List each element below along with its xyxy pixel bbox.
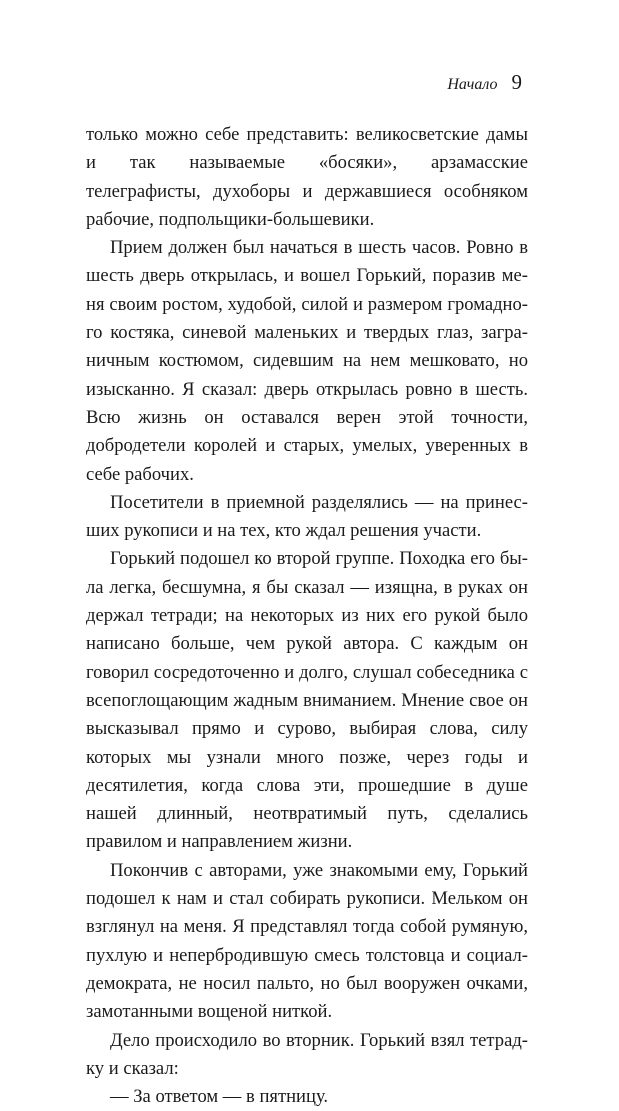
paragraph-2: Прием должен был начаться в шесть часов. Ровно в шесть дверь открылась, и вошел Горький, поразив меня своим ростом, худобой, силой и размером громадного костяка, синевой маленьких и твердых глаз, заграничным костюмом, сидевшим на нем мешковато, но изысканно. Я сказал: дверь открылась ровно в шесть. Всю жизнь он оставался верен этой точности, добродетели королей и старых, умелых, уверенных в себе рабочих. <box>86 237 528 485</box>
paragraph-1: только можно себе представить: великосветские дамы и так называемые «босяки», арзамасские телеграфисты, духоборы и державшиеся особняком рабочие, подпольщики-большевики. <box>86 124 528 230</box>
body-text <box>86 121 528 1111</box>
paragraph-7: — За ответом — в пятницу. <box>110 1086 329 1108</box>
running-head <box>447 70 522 95</box>
paragraph-6: Дело происходило во вторник. Горький взял тетрадку и сказал: <box>86 1029 528 1079</box>
paragraph-4: Горький подошел ко второй группе. Походка его была легка, бесшумна, я бы сказал — изящна, в руках он держал тетради; на некоторых из них его рукой было написано больше, чем рукой автора. С каждым он говорил сосредоточенно и долго, слушал собеседника с всепоглощающим жадным вниманием. Мнение свое он высказывал прямо и сурово, выбирая слова, силу которых мы узнали много позже, через годы и десятилетия, когда слова эти, прошедшие в душе нашей длинный, неотвратимый путь, сделались правилом и направлением жизни. <box>86 548 528 853</box>
paragraph-3: Посетители в приемной разделялись — на принесших рукописи и на тех, кто ждал решения участи. <box>86 491 528 542</box>
paragraph-5: Покончив с авторами, уже знакомыми ему, Горький подошел к нам и стал собирать рукописи. Мельком он взглянул на меня. Я представлял тогда собой румяную, пухлую и непербродившую смесь толстовца и социал-демократа, не носил пальто, но был вооружен очками, замотанными вощеной ниткой. <box>86 859 528 1023</box>
page-number: 9 <box>511 70 522 94</box>
running-title: Начало <box>447 76 498 93</box>
